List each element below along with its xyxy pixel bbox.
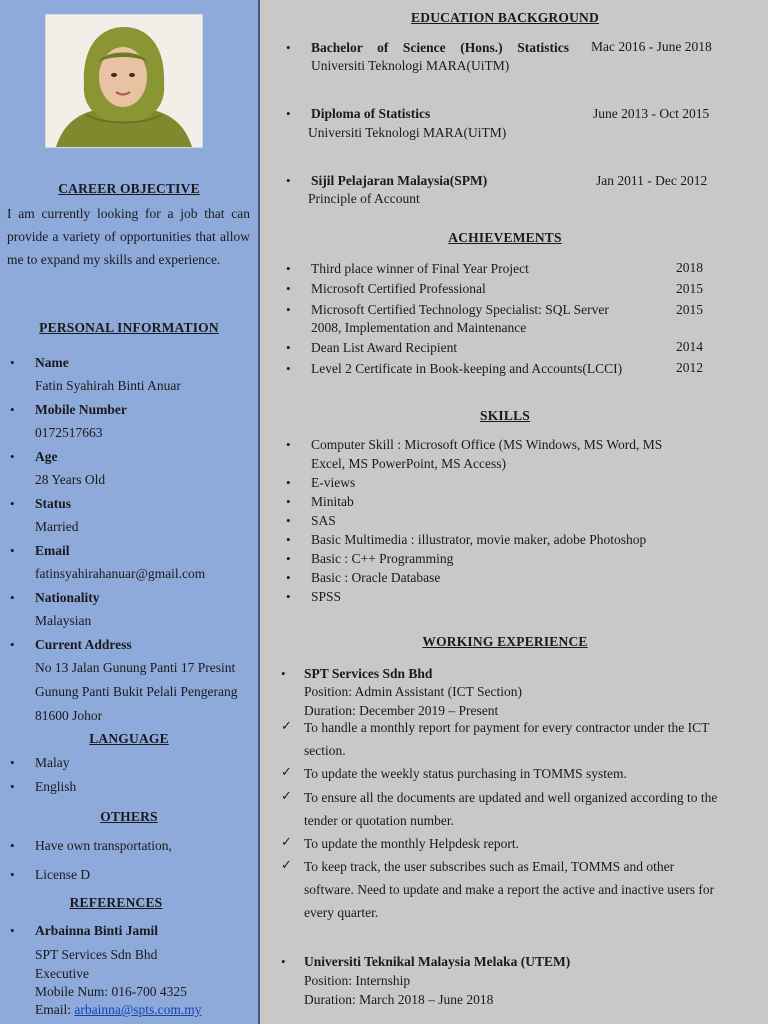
- bullet-icon: [10, 449, 15, 465]
- achievement-text: Level 2 Certificate in Book-keeping and Accounts(LCCI): [311, 361, 623, 376]
- bullet-icon: [10, 590, 15, 606]
- education-degree: Bachelor of Science (Hons.) Statistics: [311, 40, 569, 55]
- bullet-icon: [10, 496, 15, 512]
- education-period: Mac 2016 - June 2018: [591, 39, 712, 54]
- bullet-icon: [286, 589, 291, 605]
- address-line-1: No 13 Jalan Gunung Panti 17 Presint: [35, 660, 236, 675]
- job-task-continued: tender or quotation number.: [304, 813, 454, 828]
- job-task-continued: section.: [304, 743, 346, 758]
- job-position: Position: Internship: [304, 973, 411, 988]
- job-task: To update the monthly Helpdesk report.: [304, 836, 520, 851]
- language-item: English: [35, 779, 77, 794]
- references-title: REFERENCES: [69, 895, 163, 910]
- job-company: Universiti Teknikal Malaysia Melaka (UTEM): [304, 954, 571, 969]
- achievement-year: 2012: [676, 360, 703, 375]
- name-label: Name: [35, 355, 69, 370]
- education-school: Universiti Teknologi MARA(UiTM): [311, 58, 510, 73]
- others-title: OTHERS: [100, 809, 158, 824]
- bullet-icon: [281, 954, 286, 970]
- bullet-icon: [286, 302, 291, 318]
- bullet-icon: [286, 106, 291, 122]
- skill-item: SAS: [311, 513, 336, 528]
- achievement-text: Microsoft Certified Professional: [311, 281, 486, 296]
- achievement-year: 2015: [676, 302, 703, 317]
- bullet-icon: [10, 867, 15, 883]
- achievements-title: ACHIEVEMENTS: [448, 230, 562, 245]
- nationality-value: Malaysian: [35, 613, 92, 628]
- bullet-icon: [286, 532, 291, 548]
- address-line-3: 81600 Johor: [35, 708, 103, 723]
- reference-mobile: Mobile Num: 016-700 4325: [35, 984, 187, 999]
- status-label: Status: [35, 496, 72, 511]
- achievement-year: 2015: [676, 281, 703, 296]
- job-task-continued: software. Need to update and make a report the active and inactive users for: [304, 882, 715, 897]
- education-title: EDUCATION BACKGROUND: [411, 10, 599, 25]
- email-label: Email: [35, 543, 70, 558]
- reference-company: SPT Services Sdn Bhd: [35, 947, 158, 962]
- education-school: Universiti Teknologi MARA(UiTM): [308, 125, 507, 140]
- job-task: To update the weekly status purchasing in TOMMS system.: [304, 766, 627, 781]
- bullet-icon: [10, 779, 15, 795]
- bullet-icon: [286, 340, 291, 356]
- job-task: To keep track, the user subscribes such as Email, TOMMS and other: [304, 859, 675, 874]
- bullet-icon: [286, 437, 291, 453]
- profile-photo: [45, 14, 203, 148]
- job-duration: Duration: March 2018 – June 2018: [304, 992, 494, 1007]
- bullet-icon: [286, 551, 291, 567]
- left-sidebar: [0, 0, 260, 1024]
- skill-item-continued: Excel, MS PowerPoint, MS Access): [311, 456, 506, 471]
- reference-email-link[interactable]: arbainna@spts.com.my: [74, 1002, 202, 1017]
- skill-item: E-views: [311, 475, 356, 490]
- personal-info-title: PERSONAL INFORMATION: [39, 320, 219, 335]
- skill-item: Basic Multimedia : illustrator, movie maker, adobe Photoshop: [311, 532, 647, 547]
- nationality-label: Nationality: [35, 590, 100, 605]
- mobile-value: 0172517663: [35, 425, 103, 440]
- address-label: Current Address: [35, 637, 132, 652]
- bullet-icon: [10, 637, 15, 653]
- education-degree: Diploma of Statistics: [311, 106, 431, 121]
- bullet-icon: [286, 494, 291, 510]
- age-value: 28 Years Old: [35, 472, 106, 487]
- bullet-icon: [286, 361, 291, 377]
- mobile-label: Mobile Number: [35, 402, 127, 417]
- address-line-2: Gunung Panti Bukit Pelali Pengerang: [35, 684, 238, 699]
- reference-name: Arbainna Binti Jamil: [35, 923, 159, 938]
- working-experience-title: WORKING EXPERIENCE: [422, 634, 588, 649]
- achievement-text-continued: 2008, Implementation and Maintenance: [311, 320, 527, 335]
- job-position: Position: Admin Assistant (ICT Section): [304, 684, 523, 699]
- job-duration: Duration: December 2019 – Present: [304, 703, 499, 718]
- skill-item: SPSS: [311, 589, 342, 604]
- skill-item: Minitab: [311, 494, 354, 509]
- profile-photo-illustration: [46, 15, 202, 147]
- age-label: Age: [35, 449, 58, 464]
- bullet-icon: [286, 40, 291, 56]
- achievement-text: Third place winner of Final Year Project: [311, 261, 529, 276]
- language-title: LANGUAGE: [89, 731, 169, 746]
- language-item: Malay: [35, 755, 70, 770]
- bullet-icon: [286, 570, 291, 586]
- skill-item: Basic : Oracle Database: [311, 570, 441, 585]
- checkmark-icon: ✓: [281, 857, 292, 872]
- achievement-text: Dean List Award Recipient: [311, 340, 458, 355]
- achievement-year: 2018: [676, 260, 703, 275]
- others-item: License D: [35, 867, 91, 882]
- reference-email: [35, 1001, 202, 1019]
- bullet-icon: [286, 475, 291, 491]
- reference-email-label: Email:: [35, 1002, 75, 1017]
- bullet-icon: [286, 281, 291, 297]
- others-item: Have own transportation,: [35, 838, 172, 853]
- bullet-icon: [286, 173, 291, 189]
- bullet-icon: [286, 261, 291, 277]
- skill-item: Basic : C++ Programming: [311, 551, 454, 566]
- checkmark-icon: ✓: [281, 788, 292, 803]
- education-period: Jan 2011 - Dec 2012: [596, 173, 708, 188]
- bullet-icon: [10, 543, 15, 559]
- skills-title: SKILLS: [480, 408, 530, 423]
- job-task-continued: every quarter.: [304, 905, 379, 920]
- bullet-icon: [10, 838, 15, 854]
- checkmark-icon: ✓: [281, 718, 292, 733]
- bullet-icon: [10, 755, 15, 771]
- bullet-icon: [286, 513, 291, 529]
- achievement-text: Microsoft Certified Technology Specialist: SQL Server: [311, 302, 609, 317]
- main-content: [260, 0, 768, 1024]
- skill-item: Computer Skill : Microsoft Office (MS Windows, MS Word, MS: [311, 437, 663, 452]
- achievement-year: 2014: [676, 339, 703, 354]
- education-period: June 2013 - Oct 2015: [593, 106, 710, 121]
- career-objective-title: CAREER OBJECTIVE: [58, 181, 200, 196]
- reference-role: Executive: [35, 966, 89, 981]
- bullet-icon: [10, 402, 15, 418]
- bullet-icon: [10, 923, 15, 939]
- bullet-icon: [10, 355, 15, 371]
- bullet-icon: [281, 666, 286, 682]
- education-degree: Sijil Pelajaran Malaysia(SPM): [311, 173, 488, 188]
- checkmark-icon: ✓: [281, 764, 292, 779]
- job-company: SPT Services Sdn Bhd: [304, 666, 433, 681]
- status-value: Married: [35, 519, 79, 534]
- checkmark-icon: ✓: [281, 834, 292, 849]
- name-value: Fatin Syahirah Binti Anuar: [35, 378, 181, 393]
- email-value: fatinsyahirahanuar@gmail.com: [35, 566, 206, 581]
- job-task: To ensure all the documents are updated and well organized according to the: [304, 790, 718, 805]
- career-objective-text: I am currently looking for a job that can provide a variety of opportunities that allow me to expand my skills and experience.: [7, 206, 250, 267]
- education-school: Principle of Account: [308, 191, 420, 206]
- job-task: To handle a monthly report for payment for every contractor under the ICT: [304, 720, 710, 735]
